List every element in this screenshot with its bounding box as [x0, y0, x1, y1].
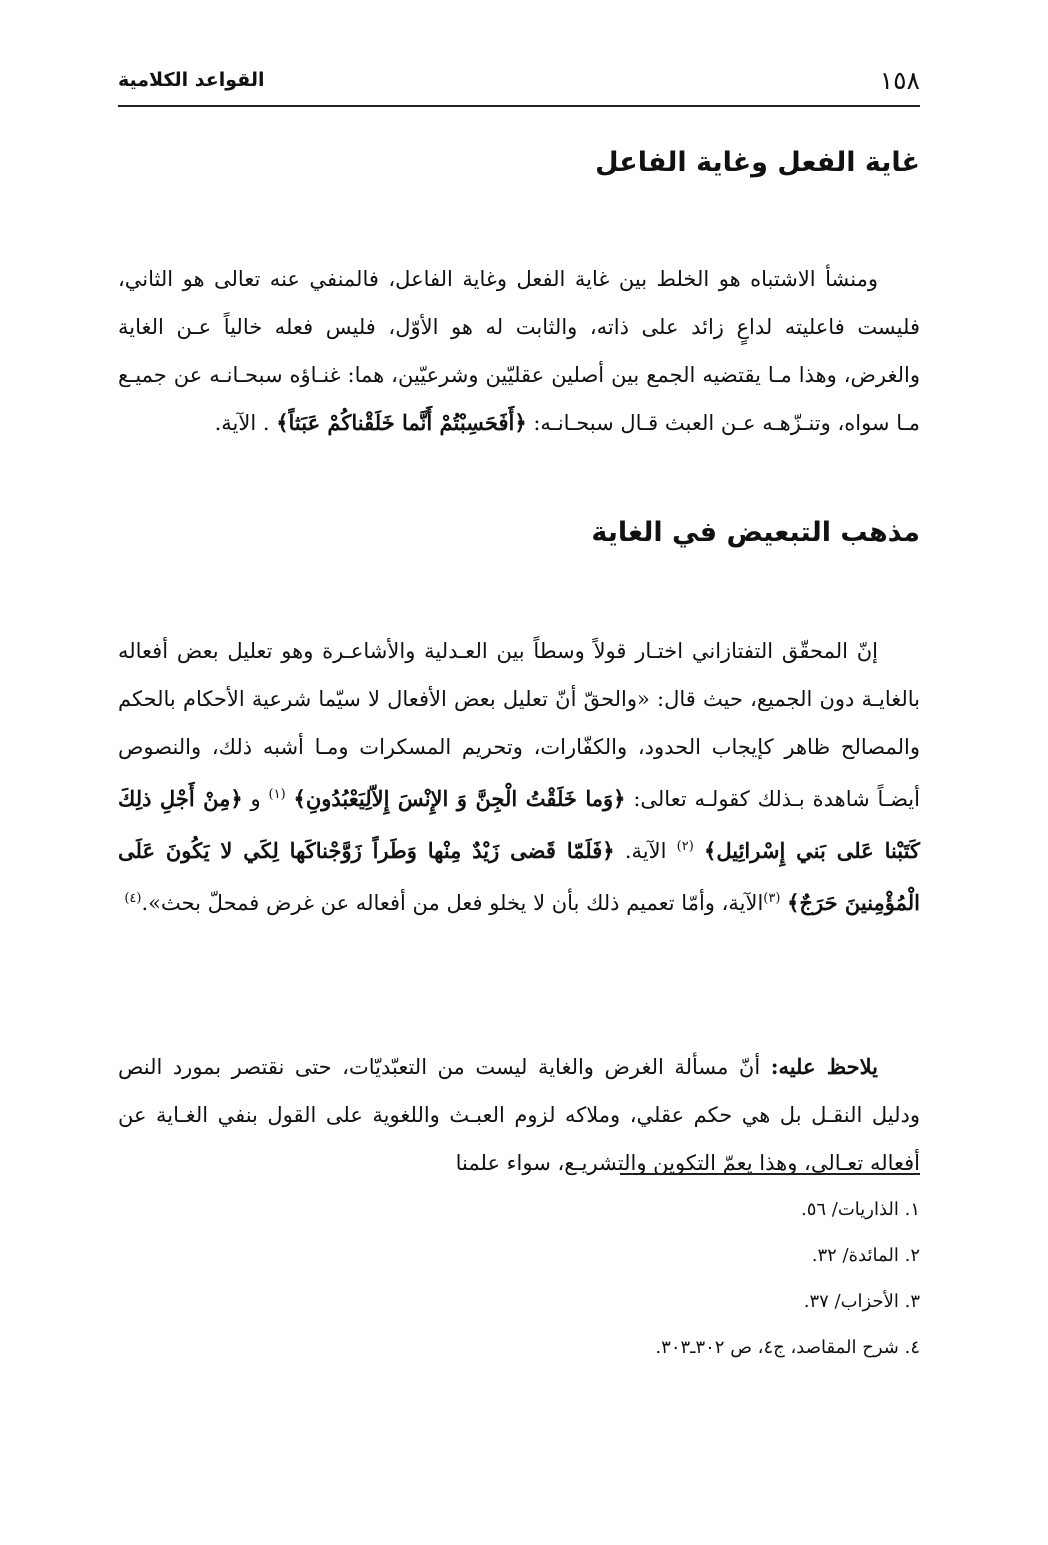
footnote-item: ٤. شرح المقاصد، ج٤، ص ٣٠٢ـ٣٠٣.	[655, 1337, 920, 1358]
paragraph	[118, 1043, 920, 1187]
quran-verse: ﴿فَلَمّا قَضى زَيْدٌ مِنْها وَطَراً زَوَّجْناكَها لِكَي لا يَكُونَ عَلَى الْمُؤْمِنينَ حَرَجٌ﴾	[118, 838, 920, 915]
page-number: ١٥٨	[879, 65, 920, 95]
footnote-item: ١. الذاريات/ ٥٦.	[800, 1199, 920, 1220]
paragraph-text: إنّ المحقّق التفتازاني اختـار قولاً وسطاً بين العـدلية والأشاعـرة وهو تعليل بعض أفعاله بالغايـة دون الجميع، حيث قال: «والحقّ أنّ تعليل بعض الأفعال لا سيّما شرعية الأحكام بالحكم والمصالح ظاهر كإيجاب الحدود، والكفّارات، وتحريم المسكرات ومـا أشبه ذلك، والنصوص أيضـاً شاهدة بـذلك كقولـه تعالى:	[118, 639, 920, 811]
footnote-item: ٢. المائدة/ ٣٢.	[811, 1245, 920, 1266]
section-2-body	[118, 627, 920, 927]
footnotes-list	[118, 1187, 920, 1371]
footnote-separator	[620, 1173, 920, 1175]
section-3-body	[118, 1043, 920, 1187]
footnote-ref[interactable]: (٤)	[124, 891, 142, 906]
footnote-ref[interactable]: (٣)	[763, 891, 781, 906]
page-header	[118, 55, 920, 107]
quran-verse: ﴿أَفَحَسِبْتُمْ أَنَّما خَلَقْناكُمْ عَبَثاً﴾	[276, 410, 527, 435]
lead-phrase: يلاحظ عليه:	[770, 1054, 878, 1079]
footnote-ref[interactable]: (٢)	[676, 839, 694, 854]
paragraph-text: الآية.	[614, 839, 677, 863]
section-heading-1: غاية الفعل وغاية الفاعل	[595, 147, 920, 178]
paragraph-text: . الآية.	[214, 411, 277, 435]
paragraph	[118, 627, 920, 927]
section-1-body	[118, 255, 920, 447]
footnote-item: ٣. الأحزاب/ ٣٧.	[803, 1291, 920, 1312]
footnote-ref[interactable]: (١)	[268, 787, 286, 802]
running-title: القواعد الكلامية	[118, 69, 265, 91]
paragraph-text: أنّ مسألة الغرض والغاية ليست من التعبّديّات، حتى نقتصر بمورد النص ودليل النقـل بل هي حكم عقلي، وملاكه لزوم العبـث واللغوية على القول بنفي الغـاية عن أفعاله تعـالى، وهذا يعمّ التكوين والتشريـع، سواء علمنا	[118, 1055, 920, 1175]
paragraph-text: ومنشأ الاشتباه هو الخلط بين غاية الفعل وغاية الفاعل، فالمنفي عنه تعالى هو الثاني، فليست فاعليته لداعٍ زائد على ذاته، والثابت له هو الأوّل، فليس فعله خالياً عـن الغاية والغرض، وهذا مـا يقتضيه الجمع بين أصلين عقليّين وشرعيّين، هما: غنـاؤه سبحـانـه عن جميـع مـا سواه، وتنـزّهـه عـن العبث قـال سبحـانـه:	[118, 267, 920, 435]
quran-verse: ﴿مِنْ أَجْلِ ذلِكَ كَتَبْنا عَلى بَني إِسْرائِيل﴾	[118, 786, 920, 863]
conjunction: و	[242, 787, 269, 811]
section-heading-2: مذهب التبعيض في الغاية	[591, 517, 920, 548]
book-page	[118, 55, 920, 1515]
paragraph-text: الآية، وأمّا تعميم ذلك بأن لا يخلو فعل من أفعاله عن غرض فمحلّ بحث».	[141, 891, 764, 915]
paragraph	[118, 255, 920, 447]
quran-verse: ﴿وَما خَلَقْتُ الْجِنَّ وَ الإِنْسَ إِلاّلِيَعْبُدُونِ﴾	[293, 786, 626, 811]
